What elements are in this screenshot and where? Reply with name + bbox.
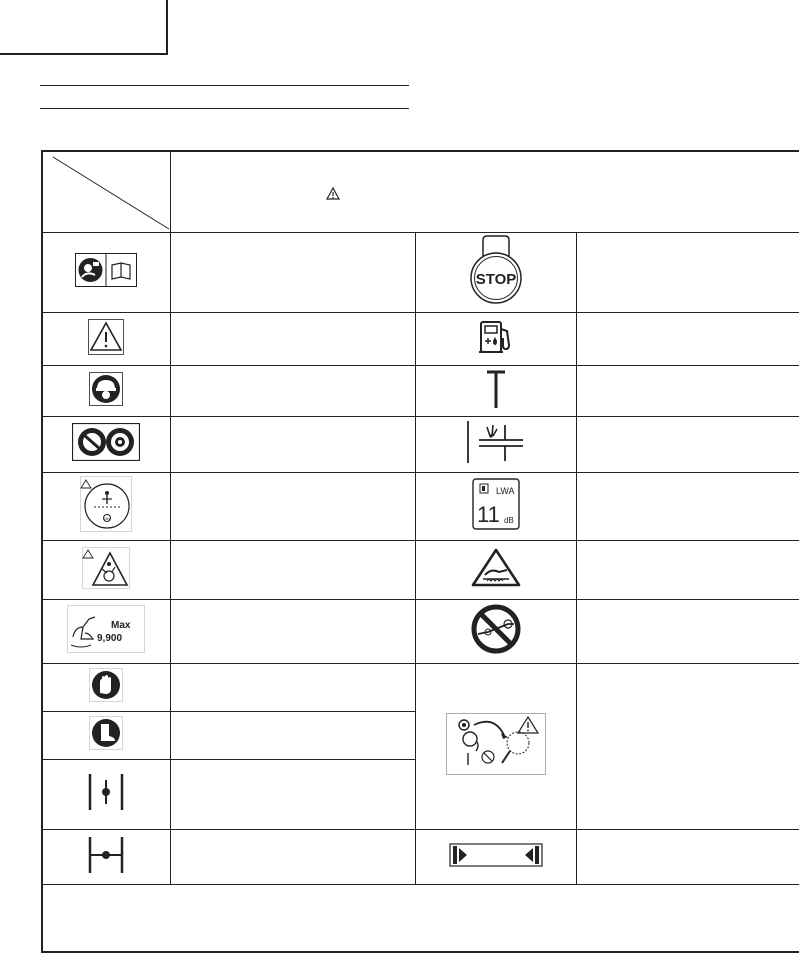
symbol-cell-t-handle — [415, 366, 576, 417]
desc-cell-kickback — [170, 541, 415, 600]
desc-cell-ignition-bar — [576, 830, 799, 885]
symbol-cell-max-speed — [42, 600, 170, 664]
handle-vertical-icon — [86, 772, 126, 812]
ignition-bar-icon — [449, 843, 543, 867]
symbol-cell-handle-vertical — [42, 760, 170, 830]
header-diagonal — [43, 152, 171, 232]
symbol-cell-gloves — [42, 664, 170, 712]
desc-cell-t-handle — [576, 366, 799, 417]
header-description-cell — [170, 151, 799, 233]
symbol-cell-blade-discs — [42, 417, 170, 473]
symbol-cell-ignition-bar — [415, 830, 576, 885]
desc-cell-sound — [576, 473, 799, 541]
desc-cell-read-manual — [170, 233, 415, 313]
head-protection-icon — [89, 372, 123, 406]
bystander-distance-icon — [80, 476, 132, 532]
stop-icon — [465, 234, 527, 306]
desc-cell-blade-discs — [170, 417, 415, 473]
symbol-cell-kickback — [42, 541, 170, 600]
max-label: Max — [111, 620, 131, 631]
symbol-cell-helmet — [42, 366, 170, 417]
desc-cell-max-speed — [170, 600, 415, 664]
desc-cell-gloves — [170, 664, 415, 712]
max-rpm-value: 9,900 — [97, 633, 123, 644]
desc-cell-boots — [170, 712, 415, 760]
no-saw-blade-icon — [468, 604, 524, 654]
warning-triangle-icon — [88, 319, 124, 355]
read-manual-and-protection-icon — [75, 253, 137, 287]
warning-small-icon — [326, 187, 340, 200]
symbol-cell-stop — [415, 233, 576, 313]
blade-discs-icon — [72, 423, 140, 461]
symbol-cell-read-manual — [42, 233, 170, 313]
blade-inspection-icon — [446, 713, 546, 775]
symbols-table — [41, 150, 799, 953]
symbol-cell-fuel — [415, 313, 576, 366]
symbol-cell-sound — [415, 473, 576, 541]
desc-cell-fuel — [576, 313, 799, 366]
desc-cell-hot-surface — [576, 541, 799, 600]
sound-unit-lwa: LWA — [495, 486, 515, 496]
desc-cell-choke — [576, 417, 799, 473]
symbol-cell-inspection — [415, 664, 576, 830]
fuel-pump-icon — [476, 319, 516, 355]
svg-text:15m: 15m — [103, 516, 112, 521]
title-rule-bottom — [40, 108, 409, 109]
hot-surface-icon — [471, 548, 521, 588]
max-speed-icon — [67, 605, 145, 653]
sound-value: 11 — [476, 502, 500, 527]
sound-power-level-icon — [472, 478, 520, 530]
desc-cell-stop — [576, 233, 799, 313]
wear-gloves-icon — [89, 668, 123, 702]
symbol-cell-distance — [42, 473, 170, 541]
header-corner-cell — [42, 151, 170, 233]
stop-text: STOP — [475, 271, 516, 288]
title-rule-top — [40, 85, 409, 86]
desc-cell-no-blade — [576, 600, 799, 664]
desc-cell-warning — [170, 313, 415, 366]
choke-symbol-icon — [465, 419, 527, 465]
desc-cell-inspection — [576, 664, 799, 830]
symbol-cell-choke — [415, 417, 576, 473]
t-handle-icon — [486, 369, 506, 409]
desc-cell-distance — [170, 473, 415, 541]
footer-note-cell — [42, 885, 799, 952]
symbol-cell-handle-horizontal — [42, 830, 170, 885]
symbol-cell-no-blade — [415, 600, 576, 664]
symbol-cell-boots — [42, 712, 170, 760]
page-tab-box — [0, 0, 168, 55]
symbol-cell-hot-surface — [415, 541, 576, 600]
desc-cell-helmet — [170, 366, 415, 417]
blade-thrust-warning-icon — [82, 547, 130, 589]
desc-cell-handle-vertical — [170, 760, 415, 830]
wear-boots-icon — [89, 716, 123, 750]
symbol-cell-warning — [42, 313, 170, 366]
sound-unit-db: dB — [503, 516, 514, 525]
desc-cell-handle-horizontal — [170, 830, 415, 885]
handle-horizontal-icon — [86, 835, 126, 875]
